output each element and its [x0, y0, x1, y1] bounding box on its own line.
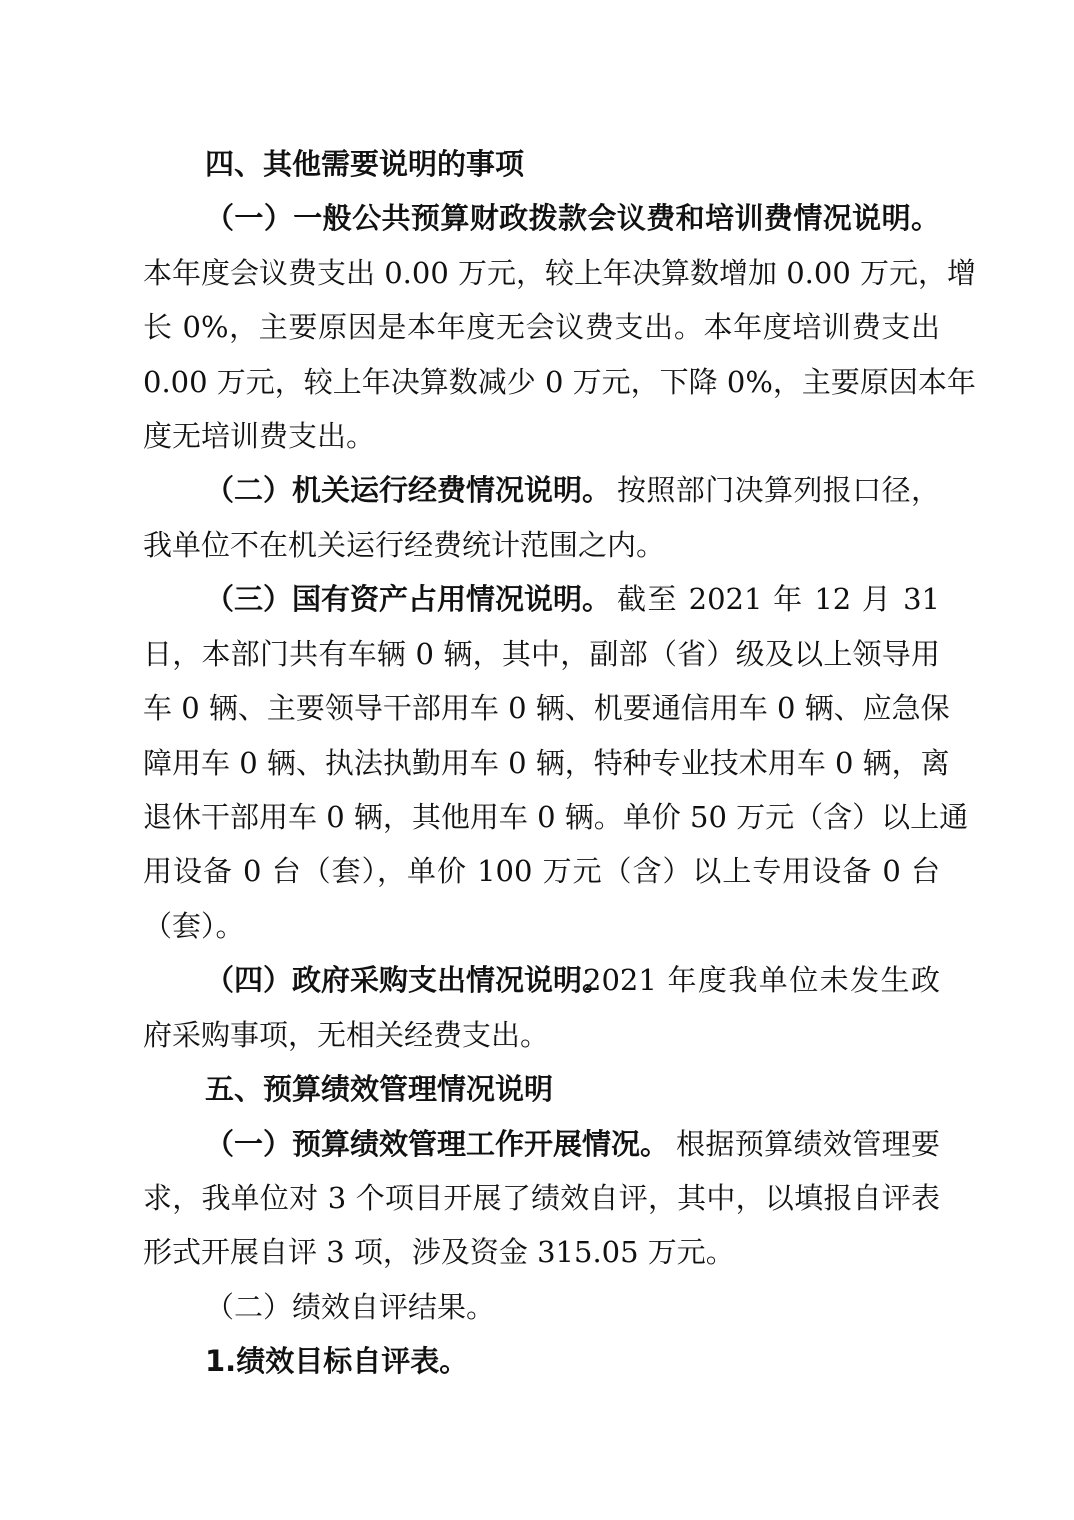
paragraph-line — [0, 525, 1074, 565]
item-4-1-line — [0, 198, 1074, 238]
paragraph-text: 本年度会议费支出 0.00 万元，较上年决算数增加 0.00 万元，增 — [143, 256, 977, 290]
paragraph-line — [0, 253, 1074, 293]
item-5-1-rest: 根据预算绩效管理要 — [676, 1127, 940, 1161]
paragraph-line — [0, 1232, 1074, 1272]
paragraph-line — [0, 797, 1074, 837]
item-4-2-line — [0, 470, 1074, 510]
item-5-1-lead: （一）预算绩效管理工作开展情况。 — [205, 1127, 670, 1161]
section-5-heading: 五、预算绩效管理情况说明 — [205, 1072, 554, 1106]
item-4-4-rest: 2021 年度我单位未发生政 — [583, 963, 940, 997]
item-4-3-rest: 截至 2021 年 12 月 31 — [617, 582, 940, 616]
item-5-2-lead: （二）绩效自评结果。 — [205, 1290, 496, 1324]
paragraph-text: 府采购事项，无相关经费支出。 — [143, 1018, 550, 1052]
sub-item-1-line — [0, 1341, 1074, 1381]
paragraph-text: 形式开展自评 3 项，涉及资金 315.05 万元。 — [143, 1235, 735, 1269]
paragraph-text: 退休干部用车 0 辆，其他用车 0 辆。单价 50 万元（含）以上通 — [143, 800, 969, 834]
paragraph-line — [0, 743, 1074, 783]
paragraph-text: 用设备 0 台（套），单价 100 万元（含）以上专用设备 0 台 — [143, 854, 940, 888]
paragraph-line — [0, 416, 1074, 456]
sub-item-1: 1.绩效目标自评表。 — [205, 1344, 469, 1378]
paragraph-text: 度无培训费支出。 — [143, 419, 376, 453]
paragraph-line — [0, 851, 1074, 891]
item-4-2-lead: （二）机关运行经费情况说明。 — [205, 473, 612, 507]
item-4-4-line — [0, 960, 1074, 1000]
paragraph-line — [0, 307, 1074, 347]
item-4-2-rest: 按照部门决算列报口径， — [617, 473, 940, 507]
paragraph-line — [0, 362, 1074, 402]
item-4-3-lead: （三）国有资产占用情况说明。 — [205, 582, 612, 616]
paragraph-line — [0, 906, 1074, 946]
paragraph-text: 日，本部门共有车辆 0 辆，其中，副部（省）级及以上领导用 — [143, 637, 940, 671]
paragraph-line — [0, 634, 1074, 674]
item-5-2-line — [0, 1287, 1074, 1327]
section-5-heading-line — [0, 1069, 1074, 1109]
item-4-3-line — [0, 579, 1074, 619]
section-4-heading: 四、其他需要说明的事项 — [205, 147, 525, 181]
item-5-1-line — [0, 1124, 1074, 1164]
paragraph-text: 我单位不在机关运行经费统计范围之内。 — [143, 528, 666, 562]
section-4-heading-line — [0, 144, 1074, 184]
paragraph-text: 障用车 0 辆、执法执勤用车 0 辆，特种专业技术用车 0 辆，离 — [143, 746, 950, 780]
paragraph-text: 车 0 辆、主要领导干部用车 0 辆、机要通信用车 0 辆、应急保 — [143, 691, 950, 725]
paragraph-text: 求，我单位对 3 个项目开展了绩效自评，其中，以填报自评表 — [143, 1181, 940, 1215]
paragraph-text: 长 0%，主要原因是本年度无会议费支出。本年度培训费支出 — [143, 310, 940, 344]
paragraph-line — [0, 1178, 1074, 1218]
item-4-4-lead: （四）政府采购支出情况说明。 — [205, 963, 612, 997]
item-4-1-lead: （一）一般公共预算财政拨款会议费和培训费情况说明。 — [205, 201, 940, 235]
paragraph-text: （套）。 — [143, 909, 245, 943]
paragraph-line — [0, 688, 1074, 728]
paragraph-text: 0.00 万元，较上年决算数减少 0 万元，下降 0%，主要原因本年 — [143, 365, 976, 399]
paragraph-line — [0, 1015, 1074, 1055]
